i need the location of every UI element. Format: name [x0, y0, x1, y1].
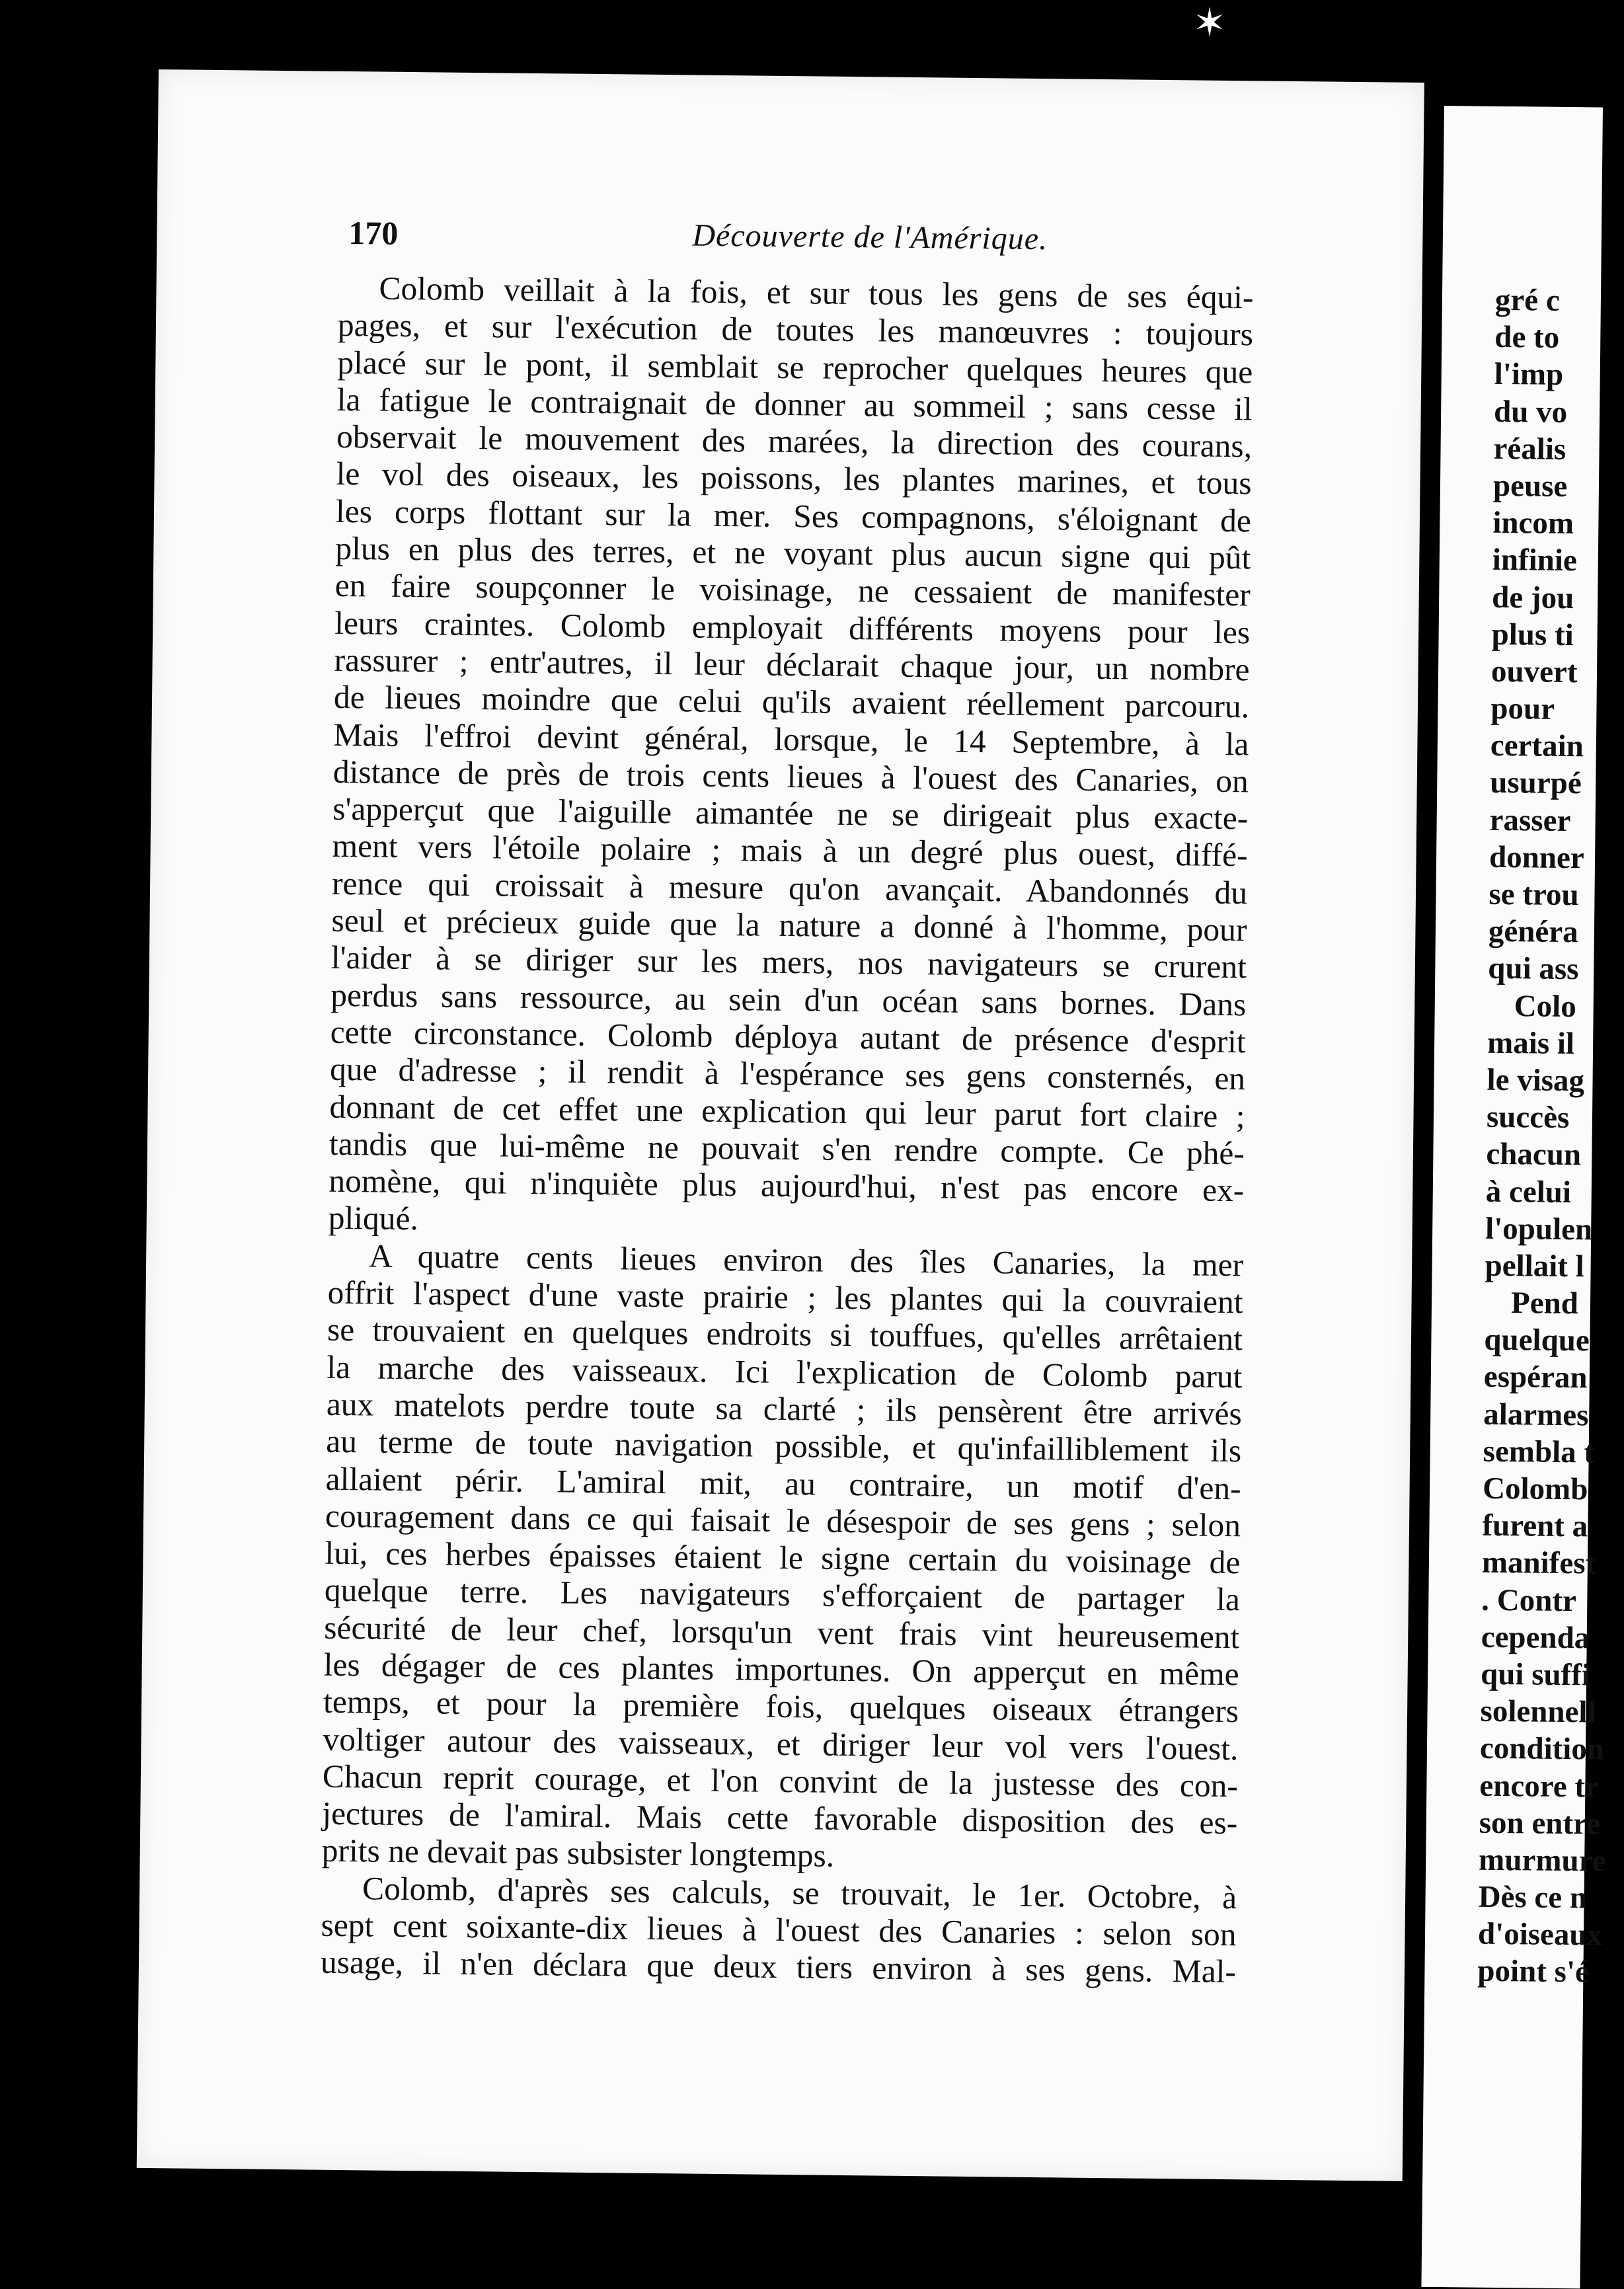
body-text	[321, 270, 1254, 1991]
facing-line: peuse	[1492, 468, 1568, 504]
facing-line: alarmes	[1483, 1397, 1589, 1433]
facing-line: usurpé	[1490, 765, 1582, 801]
text-line: sécurité de leur chef, lorsqu'un vent frais vint heureusement	[324, 1609, 1240, 1655]
facing-line: qui suffi	[1480, 1656, 1591, 1693]
facing-line: quelque	[1484, 1322, 1590, 1358]
facing-line: d'oiseaux	[1477, 1916, 1603, 1953]
facing-line: solennell	[1480, 1693, 1596, 1730]
text-line: voltiger autour des vaisseaux, et diriger leur vol vers l'ouest.	[323, 1721, 1239, 1767]
text-line: distance de près de trois cents lieues à l'ouest des Canaries, on	[332, 753, 1249, 800]
facing-line: généra	[1488, 913, 1578, 950]
book-page	[137, 69, 1424, 2181]
text-line: usage, il n'en déclara que deux tiers environ à ses gens. Mal-	[320, 1944, 1237, 1990]
text-line: rassurer ; entr'autres, il leur déclarait chaque jour, un nombre	[334, 641, 1250, 688]
facing-line: certain	[1490, 728, 1584, 764]
facing-line: Dès ce n	[1478, 1879, 1588, 1916]
text-line: le vol des oiseaux, les poissons, les plantes marines, et tous	[336, 455, 1252, 502]
text-line: au terme de toute navigation possible, et qu'infailliblement ils	[325, 1422, 1242, 1469]
facing-line: . Contr	[1481, 1582, 1577, 1618]
facing-line: murmure	[1478, 1842, 1606, 1879]
facing-line: à celui	[1485, 1174, 1572, 1210]
text-line: en faire soupçonner le voisinage, ne cessaient de manifester	[334, 567, 1251, 613]
text-line: tandis que lui-même ne pouvait s'en rendre compte. Ce phé-	[329, 1125, 1245, 1172]
facing-line: mais il	[1487, 1025, 1575, 1061]
text-line: Chacun reprit courage, et l'on convint de la justesse des con-	[322, 1758, 1239, 1804]
text-line: quelque terre. Les navigateurs s'efforçaient de partager la	[324, 1572, 1241, 1618]
facing-line: de to	[1494, 320, 1560, 356]
text-line: lui, ces herbes épaisses étaient le signe certain du voisinage de	[325, 1534, 1241, 1581]
facing-line: point s'é	[1477, 1954, 1590, 1990]
facing-line: Colomb	[1482, 1471, 1588, 1507]
text-line: se trouvaient en quelques endroits si touffues, qu'elles arrêtaient	[327, 1311, 1243, 1358]
facing-line: manifest	[1481, 1545, 1596, 1581]
facing-line: donner	[1489, 839, 1585, 876]
facing-line: succès	[1486, 1099, 1570, 1136]
text-line: couragement dans ce qui faisait le désespoir de ses gens ; selon	[325, 1497, 1241, 1544]
text-line: plus en plus des terres, et ne voyant plus aucun signe qui pût	[335, 529, 1251, 576]
facing-line: Pend	[1510, 1286, 1579, 1321]
facing-line: de jou	[1491, 580, 1574, 615]
facing-page-text	[1477, 282, 1622, 1991]
facing-line: qui ass	[1488, 951, 1579, 987]
text-line: la marche des vaisseaux. Ici l'explication de Colomb parut	[327, 1348, 1243, 1395]
facing-line: rasser	[1489, 802, 1571, 838]
text-line: les dégager de ces plantes importunes. On apperçut en même	[323, 1646, 1239, 1693]
text-line: ment vers l'étoile polaire ; mais à un degré plus ouest, diffé-	[332, 828, 1248, 874]
facing-line: condition	[1479, 1731, 1605, 1767]
facing-line: pellait l	[1485, 1248, 1585, 1284]
facing-line: l'imp	[1494, 357, 1564, 393]
text-line: la fatigue le contraignait de donner au sommeil ; sans cesse il	[336, 381, 1253, 428]
facing-line: incom	[1492, 505, 1574, 541]
text-line: pliqué.	[328, 1200, 419, 1237]
text-line: nomène, qui n'inquiète plus aujourd'hui, n'est pas encore ex-	[329, 1162, 1245, 1209]
facing-line: se trou	[1489, 876, 1579, 913]
facing-line: cependa	[1481, 1619, 1590, 1656]
text-line: Mais l'effroi devint général, lorsque, le 14 Septembre, à la	[333, 716, 1249, 762]
text-line: placé sur le pont, il semblait se reprocher quelques heures que	[337, 344, 1253, 390]
facing-line: réalis	[1493, 431, 1566, 467]
facing-line: ouvert	[1490, 654, 1578, 690]
facing-line: l'opulen	[1485, 1211, 1593, 1247]
text-line: jectures de l'amiral. Mais cette favorable disposition des es-	[322, 1795, 1238, 1842]
facing-line: chacun	[1486, 1137, 1582, 1173]
text-line: les corps flottant sur la mer. Ses compagnons, s'éloignant de	[335, 492, 1252, 539]
facing-line: gré c	[1494, 282, 1561, 318]
text-line: pages, et sur l'exécution de toutes les manœuvres : toujours	[337, 307, 1254, 353]
text-line: perdus sans ressource, au sein d'un océan sans bornes. Dans	[330, 976, 1247, 1023]
text-line: Colomb veillait à la fois, et sur tous les gens de ses équi-	[379, 270, 1254, 316]
text-line: de lieues moindre que celui qu'ils avaient réellement parcouru.	[333, 679, 1250, 725]
text-line: sept cent soixante-dix lieues à l'ouest des Canaries : selon son	[321, 1906, 1237, 1953]
text-line: observait le mouvement des marées, la direction des courans,	[336, 418, 1253, 465]
page-number: 170	[348, 214, 399, 252]
text-line: offrit l'aspect d'une vaste prairie ; les plantes qui la couvraient	[327, 1274, 1243, 1321]
facing-line: le visag	[1487, 1062, 1585, 1099]
facing-line: infinie	[1492, 543, 1578, 578]
facing-line: pour	[1490, 691, 1555, 726]
facing-line: encore tr	[1479, 1768, 1600, 1804]
text-line: leurs craintes. Colomb employait différents moyens pour les	[334, 604, 1251, 651]
facing-line: furent a	[1482, 1508, 1588, 1544]
facing-page	[1421, 106, 1606, 2288]
facing-line: du vo	[1493, 394, 1568, 430]
text-line: s'apperçut que l'aiguille aimantée ne se dirigeait plus exacte-	[332, 790, 1249, 837]
text-line: rence qui croissait à mesure qu'on avançait. Abandonnés du	[331, 865, 1248, 912]
text-line: A quatre cents lieues environ des îles Canaries, la mer	[368, 1237, 1244, 1284]
text-line: donnant de cet effet une explication qui leur parut fort claire ;	[329, 1088, 1245, 1134]
text-line: cette circonstance. Colomb déploya autant de présence d'esprit	[330, 1013, 1246, 1060]
text-line: allaient périr. L'amiral mit, au contraire, un motif d'en-	[325, 1460, 1241, 1506]
text-line: prits ne devait pas subsister longtemps.	[321, 1832, 835, 1875]
text-line: Colomb, d'après ses calculs, se trouvait, le 1er. Octobre, à	[362, 1870, 1237, 1916]
facing-line: Colo	[1514, 988, 1577, 1024]
scan-artifact-icon: ✶	[1192, 1, 1227, 45]
facing-line: son entre	[1479, 1805, 1601, 1842]
facing-line: plus ti	[1491, 617, 1574, 652]
running-title: Découverte de l'Amérique.	[692, 217, 1048, 257]
facing-line: sembla t	[1483, 1434, 1595, 1470]
facing-line: espéran	[1483, 1360, 1588, 1395]
text-line: seul et précieux guide que la nature a donné à l'homme, pour	[331, 902, 1247, 949]
text-line: temps, et pour la première fois, quelques oiseaux étrangers	[323, 1684, 1239, 1730]
text-line: que d'adresse ; il rendit à l'espérance ses gens consternés, en	[329, 1051, 1246, 1097]
text-line: l'aider à se diriger sur les mers, nos navigateurs se crurent	[330, 939, 1247, 986]
text-line: aux matelots perdre toute sa clarté ; ils pensèrent être arrivés	[326, 1385, 1243, 1432]
